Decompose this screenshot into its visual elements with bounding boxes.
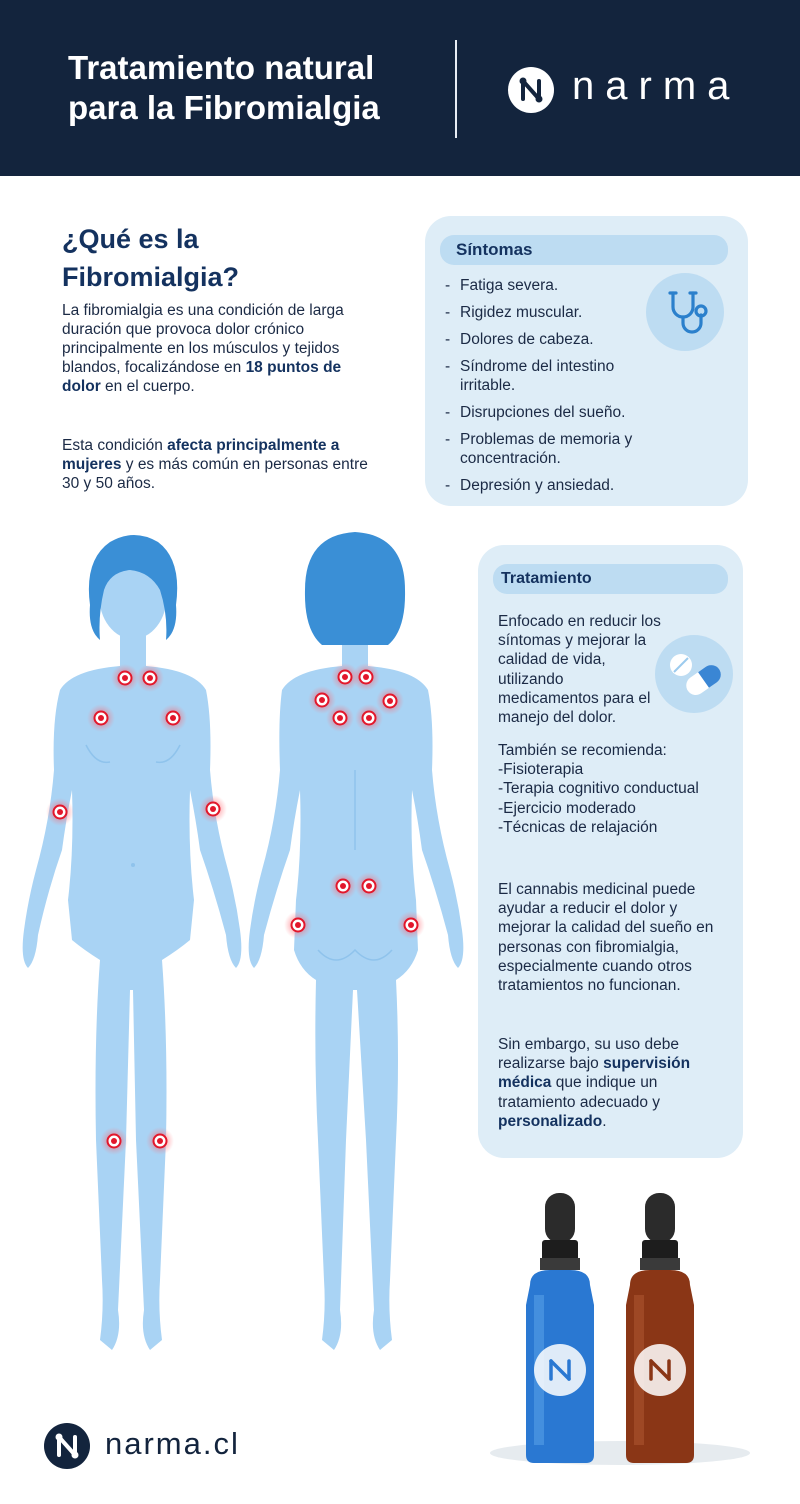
- cannabis-paragraph: El cannabis medicinal puede ayudar a reducir el dolor y mejorar la calidad del sueño en personas con fibromialgia, especialmente cuando otros tratamientos no funcionan.: [498, 881, 714, 995]
- supervision-paragraph: [498, 1035, 728, 1131]
- intro-p1-end: en el cuerpo.: [100, 378, 195, 395]
- intro-paragraph-2: [62, 436, 382, 493]
- treatment-heading: Tratamiento: [493, 564, 728, 594]
- intro-paragraph-1: [62, 301, 382, 396]
- brand-name: narma: [572, 64, 741, 108]
- symptom-item: - Dolores de cabeza.: [445, 330, 665, 349]
- symptom-item: - Disrupciones del sueño.: [445, 403, 665, 422]
- intro-p1-bold: 18 puntos de dolor: [62, 359, 342, 395]
- recommendations-block: [498, 741, 728, 837]
- symptom-item: - Síndrome del intestino irritable.: [445, 357, 665, 395]
- warn-bold-supervision: supervisión médica: [498, 1055, 691, 1092]
- warn-start: Sin embargo, su uso debe realizarse bajo: [498, 1036, 679, 1073]
- narma-logo-icon: [508, 67, 554, 113]
- amber-bottle-illustration: [626, 1193, 694, 1463]
- intro-heading-line-2: Fibromialgia?: [62, 262, 240, 292]
- front-body-figure: [23, 535, 242, 1350]
- symptom-item: - Problemas de memoria y concentración.: [445, 430, 665, 468]
- blue-bottle-illustration: [526, 1193, 594, 1463]
- title-line-1: Tratamiento natural: [68, 49, 375, 86]
- footer-website-link[interactable]: narma.cl: [105, 1426, 240, 1461]
- recommendation-item: -Ejercicio moderado: [498, 799, 636, 817]
- pills-icon: [655, 635, 733, 713]
- treatment-intro: Enfocado en reducir los síntomas y mejorar la calidad de vida, utilizando medicamentos para el manejo del dolor.: [498, 613, 661, 727]
- recommendation-item: -Fisioterapia: [498, 761, 584, 779]
- intro-p2-end: y es más común en personas entre 30 y 50 años.: [62, 456, 368, 492]
- symptoms-list: [445, 276, 665, 503]
- symptom-item: - Depresión y ansiedad.: [445, 476, 665, 495]
- symptoms-heading: Síntomas: [440, 235, 728, 265]
- header-banner: [0, 0, 800, 176]
- warn-end: .: [602, 1112, 607, 1130]
- intro-heading: [62, 220, 362, 296]
- recommendation-item: -Terapia cognitivo conductual: [498, 780, 699, 798]
- page-title: [68, 48, 428, 128]
- back-body-figure: [249, 532, 464, 1350]
- recommendations-title: También se recomienda:: [498, 742, 667, 759]
- treatment-card: [478, 545, 743, 1158]
- intro-p1-text: La fibromialgia es una condición de larga duración que provoca dolor crónico principalmente en los músculos y tejidos blandos, focalizándose en: [62, 302, 344, 376]
- cannabis-oil-bottles: [470, 1185, 770, 1470]
- header-divider: [455, 40, 457, 138]
- intro-heading-line-1: ¿Qué es la: [62, 224, 199, 254]
- footer-logo-icon: [44, 1423, 90, 1469]
- symptom-item: - Rigidez muscular.: [445, 303, 665, 322]
- recommendation-item: -Técnicas de relajación: [498, 818, 658, 836]
- warn-mid: que indique un tratamiento adecuado y: [498, 1074, 660, 1111]
- body-figures-illustration: [0, 520, 470, 1400]
- warn-bold-personalizado: personalizado: [498, 1112, 603, 1130]
- symptoms-card: [425, 216, 748, 506]
- title-line-2: para la Fibromialgia: [68, 89, 380, 126]
- intro-p2-bold: afecta principalmente a mujeres: [62, 437, 340, 473]
- intro-p2-start: Esta condición: [62, 437, 168, 454]
- symptom-item: - Fatiga severa.: [445, 276, 665, 295]
